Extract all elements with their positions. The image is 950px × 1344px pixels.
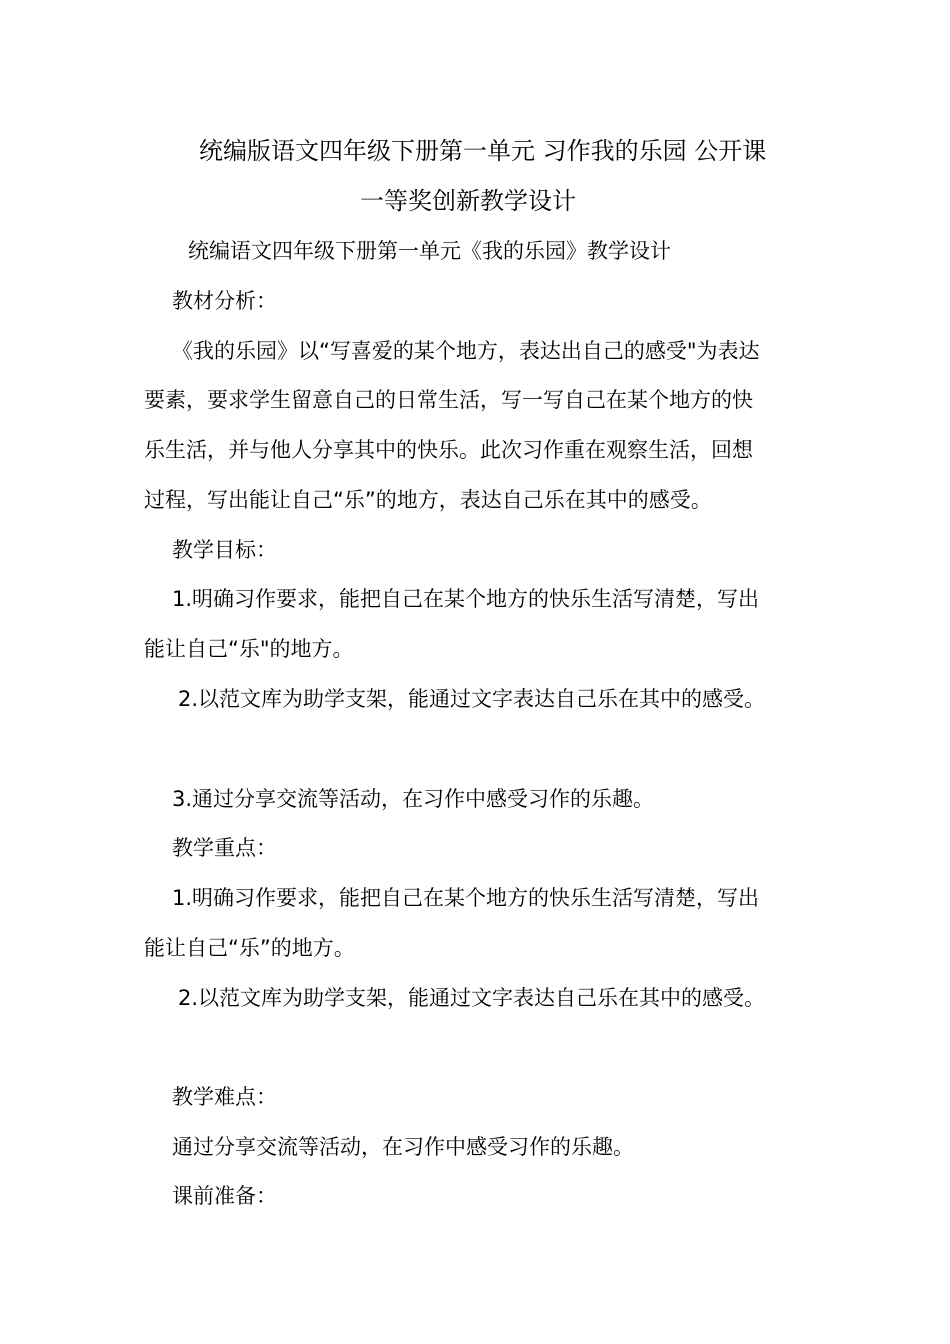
key-point-1-line-1: 1.明确习作要求，能把自己在某个地方的快乐生活写清楚，写出	[172, 886, 760, 910]
analysis-paragraph-line: 要素，要求学生留意自己的日常生活，写一写自己在某个地方的快	[144, 388, 753, 412]
document-title-line-2: 一等奖创新教学设计	[360, 187, 576, 215]
key-points-heading: 教学重点：	[172, 836, 277, 860]
goal-3: 3.通过分享交流等活动，在习作中感受习作的乐趣。	[172, 787, 655, 811]
analysis-paragraph-line: 过程，写出能让自己“乐”的地方，表达自己乐在其中的感受。	[144, 488, 712, 512]
analysis-paragraph-line: 乐生活，并与他人分享其中的快乐。此次习作重在观察生活，回想	[144, 438, 753, 462]
analysis-heading: 教材分析：	[172, 289, 277, 313]
difficulty-text: 通过分享交流等活动，在习作中感受习作的乐趣。	[172, 1135, 634, 1159]
preparation-heading: 课前准备：	[172, 1184, 277, 1208]
analysis-paragraph-line: 《我的乐园》以“写喜爱的某个地方，表达出自己的感受"为表达	[172, 339, 760, 363]
document-subtitle: 统编语文四年级下册第一单元《我的乐园》教学设计	[188, 239, 671, 263]
goals-heading: 教学目标：	[172, 538, 277, 562]
key-point-1-line-2: 能让自己“乐”的地方。	[144, 936, 355, 960]
goal-2: 2.以范文库为助学支架，能通过文字表达自己乐在其中的感受。	[178, 687, 766, 711]
document-title-line-1: 统编版语文四年级下册第一单元 习作我的乐园 公开课	[199, 137, 767, 165]
difficulty-heading: 教学难点：	[172, 1085, 277, 1109]
goal-1-line-1: 1.明确习作要求，能把自己在某个地方的快乐生活写清楚，写出	[172, 587, 760, 611]
key-point-2: 2.以范文库为助学支架，能通过文字表达自己乐在其中的感受。	[178, 986, 766, 1010]
goal-1-line-2: 能让自己“乐"的地方。	[144, 637, 354, 661]
